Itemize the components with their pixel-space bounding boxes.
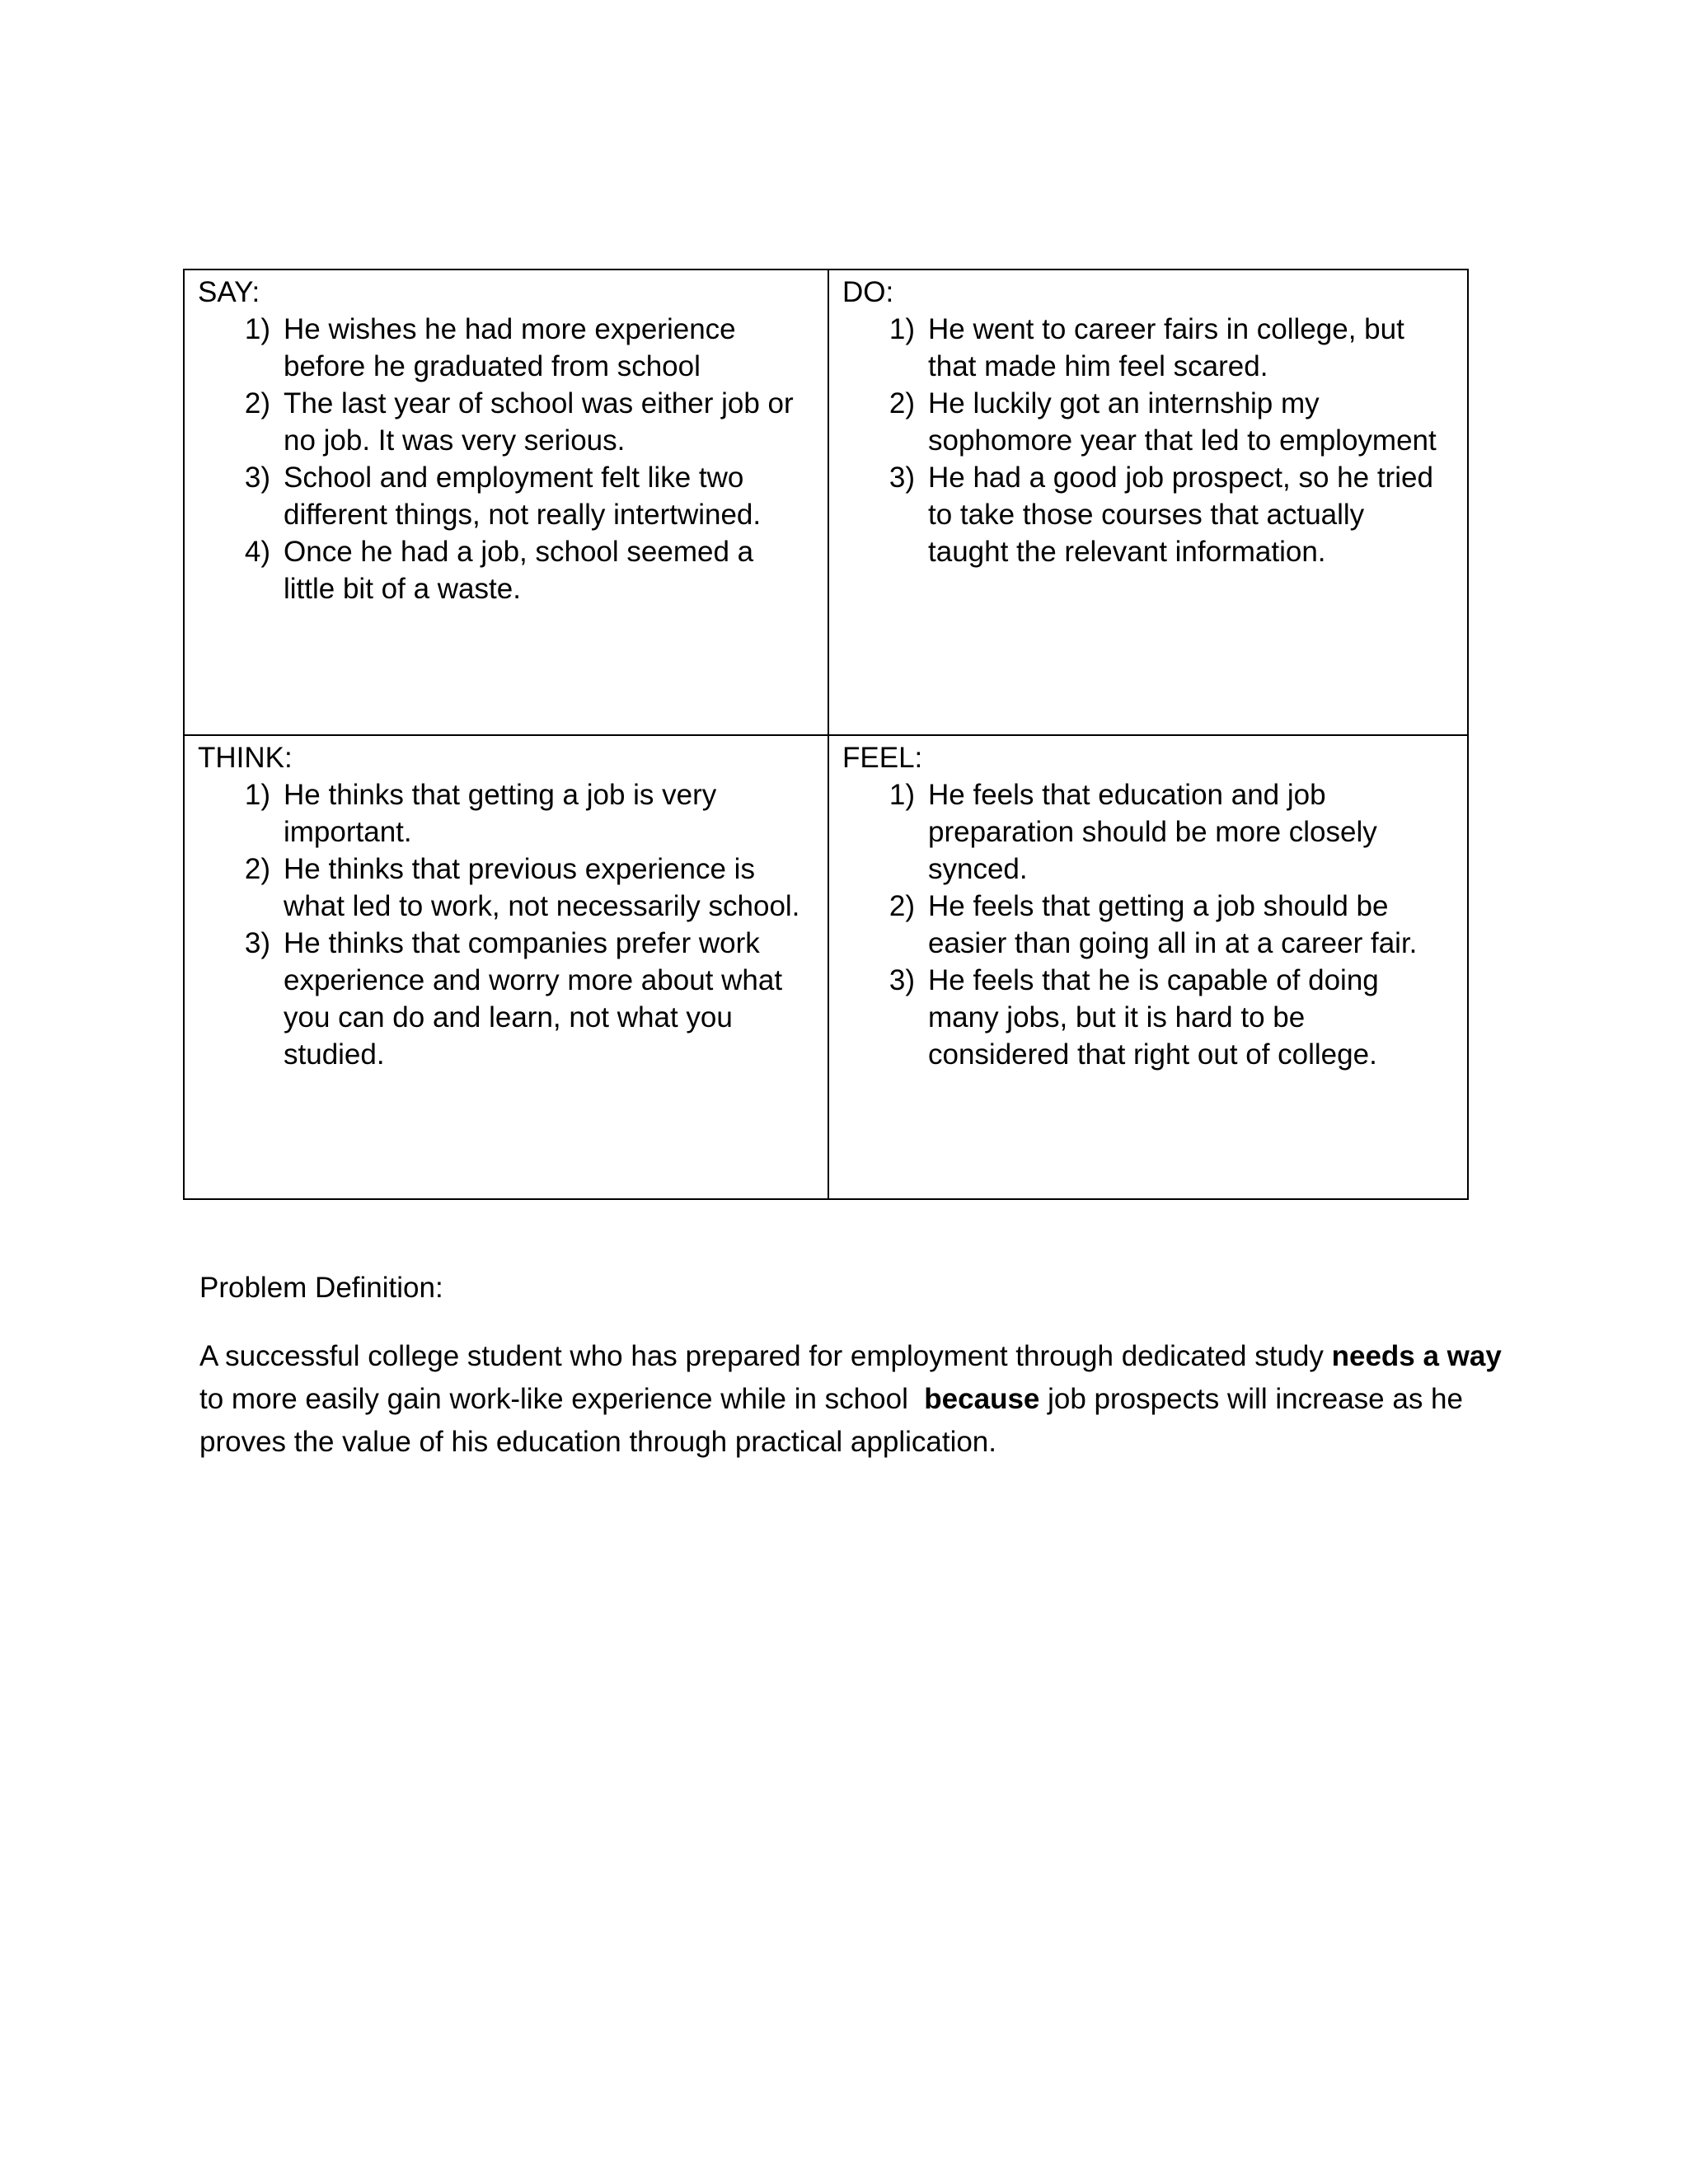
item-text: He thinks that getting a job is very important. [284,779,717,848]
list-item [198,776,816,851]
problem-text-part: job prospects will increase as he proves the value of his education through practical application. [199,1383,1463,1458]
item-text: The last year of school was either job or no job. It was very serious. [284,387,794,457]
problem-text-part: to more easily gain work-like experience while in school [199,1340,1510,1415]
list-item [842,311,1456,385]
item-text: He thinks that companies prefer work experience and worry more about what you can do and learn, not what you studied. [284,927,783,1071]
item-number: 2) [244,387,270,419]
think-title: THINK: [198,742,293,774]
problem-emphasis-because: because [924,1383,1040,1415]
list-item [198,311,816,385]
item-text: He feels that getting a job should be easier than going all in at a career fair. [928,890,1418,959]
item-number: 1) [889,779,915,811]
item-text: Once he had a job, school seemed a little bit of a waste. [284,536,754,605]
do-quadrant [828,270,1467,734]
item-number: 2) [889,890,915,922]
item-number: 2) [889,387,915,419]
list-item [842,776,1456,888]
item-text: He went to career fairs in college, but that made him feel scared. [928,313,1404,382]
list-item [198,459,816,533]
list-item [198,385,816,459]
think-quadrant [185,734,828,1198]
list-item [198,925,816,1073]
problem-definition-heading: Problem Definition: [199,1272,443,1304]
list-item [198,533,816,607]
item-number: 4) [244,536,270,568]
item-text: He feels that education and job preparation should be more closely synced. [928,779,1377,885]
feel-quadrant [828,734,1467,1198]
problem-text-part: A successful college student who has prepared for employment through dedicated study [199,1340,1332,1372]
say-list [198,311,816,607]
problem-emphasis-needs-a-way: needs a way [1331,1340,1502,1372]
item-number: 1) [244,313,270,345]
item-text: He wishes he had more experience before he graduated from school [284,313,736,382]
item-text: He thinks that previous experience is what led to work, not necessarily school. [284,853,800,922]
list-item [842,459,1456,570]
list-item [842,888,1456,962]
feel-title: FEEL: [842,742,923,774]
item-text: He luckily got an internship my sophomore year that led to employment [928,387,1437,457]
item-text: He had a good job prospect, so he tried to take those courses that actually taught the relevant information. [928,462,1433,568]
item-number: 3) [889,964,915,996]
item-number: 2) [244,853,270,885]
feel-list [842,776,1456,1073]
list-item [842,962,1456,1073]
item-number: 1) [244,779,270,811]
item-number: 3) [244,462,270,494]
problem-definition-text [199,1335,1510,1464]
empathy-map-grid [183,269,1469,1200]
item-number: 1) [889,313,915,345]
item-number: 3) [244,927,270,959]
do-title: DO: [842,276,894,308]
list-item [842,385,1456,459]
say-title: SAY: [198,276,260,308]
say-quadrant [185,270,828,734]
list-item [198,851,816,925]
item-text: He feels that he is capable of doing many jobs, but it is hard to be considered that right out of college. [928,964,1379,1071]
item-text: School and employment felt like two different things, not really intertwined. [284,462,762,531]
do-list [842,311,1456,570]
think-list [198,776,816,1073]
item-number: 3) [889,462,915,494]
